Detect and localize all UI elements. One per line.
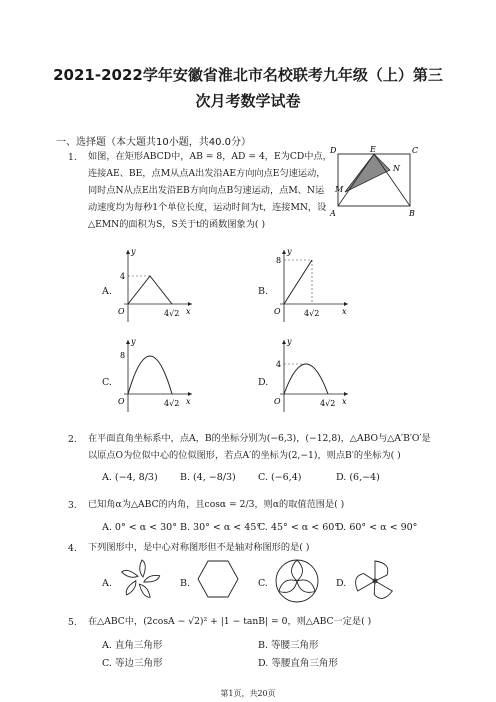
svg-text:x: x — [186, 397, 191, 406]
q3-number: 3. — [68, 500, 77, 511]
svg-text:4√2: 4√2 — [320, 399, 336, 408]
svg-text:4: 4 — [120, 272, 126, 281]
document-title-line2: 次月考数学试卷 — [195, 92, 301, 110]
q1-option-c-graph[interactable] — [116, 336, 196, 416]
q1-rectangle-figure — [326, 142, 422, 222]
q1-line5: △EMN的面积为S，S关于t的函数图象为( ) — [88, 219, 266, 230]
q1-option-b-graph[interactable] — [272, 246, 352, 326]
q1-option-d-graph[interactable] — [272, 336, 352, 416]
document-title-line1: 2021-2022学年安徽省淮北市名校联考九年级（上）第三 — [53, 66, 443, 84]
q2-option-b[interactable]: B. (4, −8/3) — [180, 472, 236, 483]
svg-text:O: O — [274, 307, 281, 316]
q1-option-a-label[interactable]: A. — [102, 286, 112, 297]
q1-line3: 同时点N从点E出发沿EB方向向点B匀速运动，点M、N运 — [88, 185, 325, 196]
q4-option-a-pinwheel-figure[interactable] — [116, 556, 164, 604]
q2-number: 2. — [68, 434, 77, 445]
q1-option-d-label[interactable]: D. — [258, 377, 269, 388]
svg-text:O: O — [274, 397, 281, 406]
q4-option-c-circle-petals-figure[interactable] — [272, 556, 322, 606]
q3-option-b[interactable]: B. 30° < α < 45° — [180, 522, 262, 533]
q3-option-d[interactable]: D. 60° < α < 90° — [336, 522, 418, 533]
q5-option-d[interactable]: D. 等腰直角三角形 — [258, 658, 338, 669]
q2-option-d[interactable]: D. (6,−4) — [336, 472, 380, 483]
q2-line1: 在平面直角坐标系中，点A，B的坐标分别为(−6,3)，(−12,8)，△ABO与△A′B′O′是 — [88, 433, 431, 444]
label-A: A — [330, 209, 336, 218]
svg-text:y: y — [287, 337, 292, 346]
q5-line1: 在△ABC中，(2cosA − √2)² + |1 − tanB| = 0，则△ABC一定是( ) — [88, 616, 372, 627]
q1-line1: 如图，在矩形ABCD中，AB = 8，AD = 4，E为CD中点， — [88, 151, 332, 162]
q5-option-b[interactable]: B. 等腰三角形 — [258, 640, 319, 651]
q2-option-a[interactable]: A. (−4, 8/3) — [102, 472, 158, 483]
q1-number: 1. — [68, 152, 77, 163]
page-footer: 第1页，共20页 — [220, 689, 276, 698]
q5-option-c[interactable]: C. 等边三角形 — [102, 658, 163, 669]
q1-option-b-label[interactable]: B. — [258, 286, 269, 297]
svg-text:O: O — [118, 307, 125, 316]
q3-option-c[interactable]: C. 45° < α < 60° — [258, 522, 340, 533]
label-D: D — [330, 146, 337, 155]
q2-option-c[interactable]: C. (−6,4) — [258, 472, 302, 483]
q5-option-a[interactable]: A. 直角三角形 — [102, 640, 163, 651]
svg-text:x: x — [342, 397, 347, 406]
section-heading: 一、选择题（本大题共10小题，共40.0分） — [56, 137, 251, 148]
q3-option-a[interactable]: A. 0° < α < 30° — [102, 522, 177, 533]
svg-text:y: y — [131, 247, 136, 256]
q1-option-a-graph[interactable] — [116, 246, 196, 326]
q4-line1: 下列图形中，是中心对称图形但不是轴对称图形的是( ) — [88, 542, 310, 553]
svg-text:4√2: 4√2 — [164, 399, 180, 408]
svg-text:x: x — [342, 307, 347, 316]
q4-option-a-label[interactable]: A. — [102, 578, 112, 589]
svg-text:y: y — [287, 247, 292, 256]
q2-line2: 以原点O为位似中心的位似图形，若点A′的坐标为(2,−1)，则点B′的坐标为( ) — [88, 450, 401, 461]
svg-text:4√2: 4√2 — [164, 309, 180, 318]
q4-option-c-label[interactable]: C. — [258, 578, 268, 589]
q4-option-b-label[interactable]: B. — [180, 578, 191, 589]
svg-text:4: 4 — [276, 360, 282, 369]
q1-line4: 动速度均为每秒1个单位长度，运动时间为t，连接MN，设 — [88, 202, 327, 213]
label-M: M — [335, 185, 344, 194]
q1-option-c-label[interactable]: C. — [102, 377, 112, 388]
q4-option-d-label[interactable]: D. — [336, 578, 347, 589]
q4-option-d-three-blade-figure[interactable] — [350, 556, 400, 606]
q1-line2: 连接AE、BE，点M从点A出发沿AE方向向点E匀速运动， — [88, 168, 326, 179]
svg-text:x: x — [186, 307, 191, 316]
svg-text:4√2: 4√2 — [304, 309, 320, 318]
label-C: C — [412, 146, 419, 155]
svg-text:O: O — [118, 397, 125, 406]
q4-number: 4. — [68, 543, 77, 554]
label-N: N — [393, 164, 400, 173]
svg-text:y: y — [131, 337, 136, 346]
svg-text:8: 8 — [276, 256, 282, 265]
svg-text:8: 8 — [120, 351, 126, 360]
q5-number: 5. — [68, 617, 77, 628]
label-B: B — [409, 209, 415, 218]
q3-line1: 已知角α为△ABC的内角，且cosα = 2/3，则α的取值范围是( ) — [88, 499, 345, 510]
label-E: E — [370, 145, 376, 154]
q4-option-b-hexagon-figure[interactable] — [194, 557, 242, 605]
